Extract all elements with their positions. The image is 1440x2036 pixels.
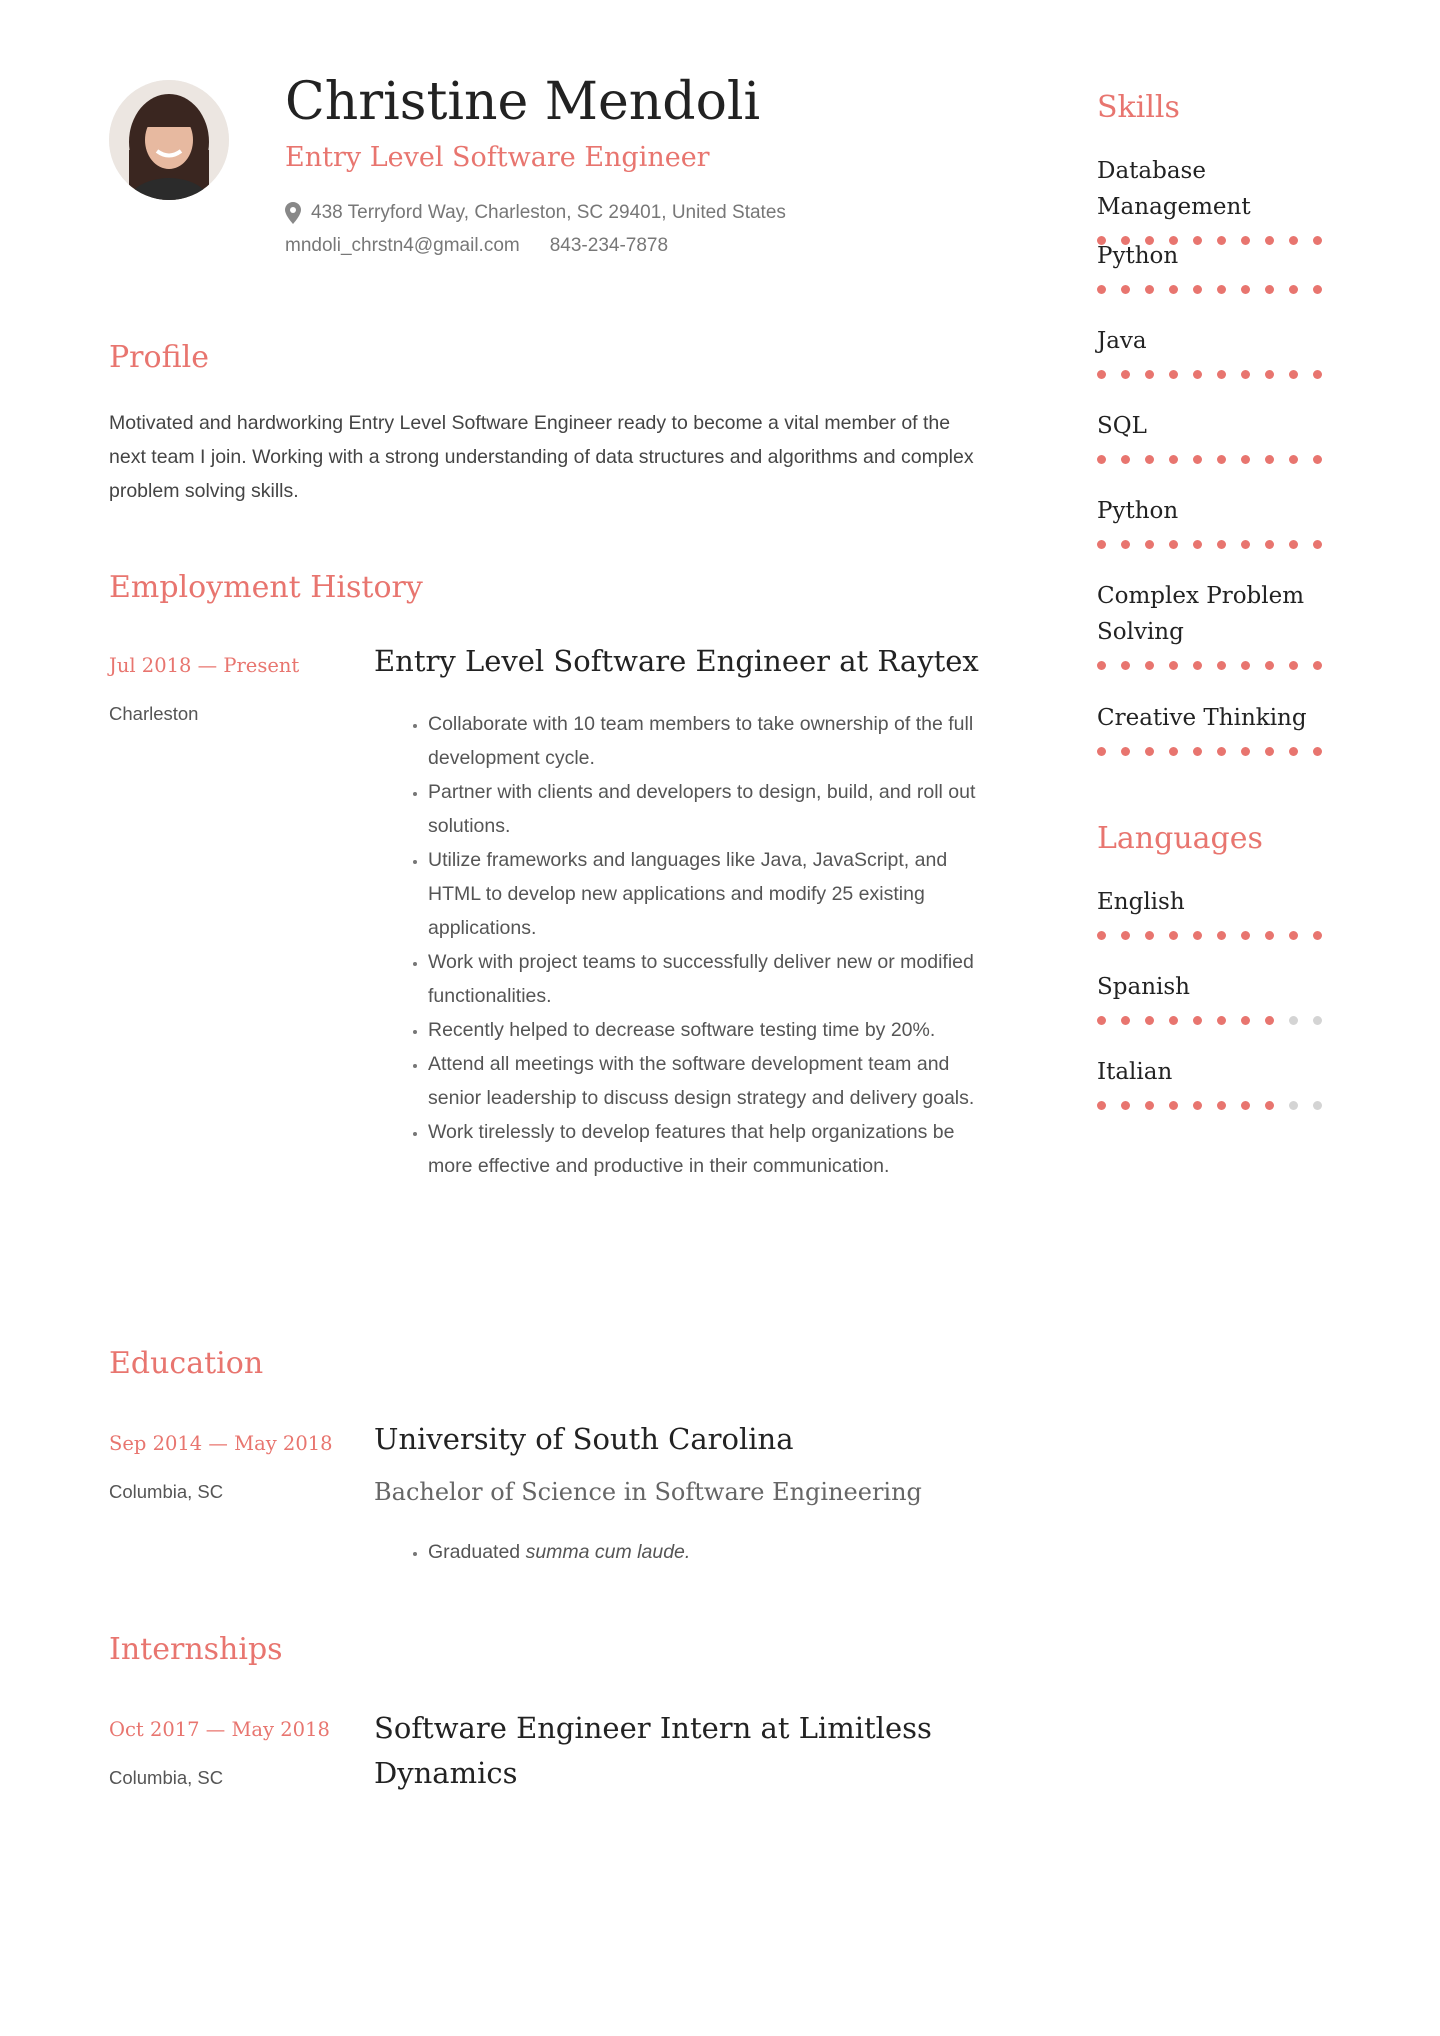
rating-dot-filled (1097, 1016, 1106, 1025)
rating-dot-empty (1289, 1016, 1298, 1025)
rating-dot-filled (1241, 931, 1250, 940)
rating-dot-filled (1217, 540, 1226, 549)
rating-dot-filled (1217, 370, 1226, 379)
rating-dot-filled (1097, 370, 1106, 379)
education-bullets (374, 1535, 986, 1569)
rating-dot-filled (1169, 455, 1178, 464)
rating-dot-filled (1169, 1101, 1178, 1110)
rating-dot-filled (1193, 1101, 1202, 1110)
rating-dots (1097, 931, 1357, 940)
internship-dates: Oct 2017 — May 2018 (109, 1718, 330, 1741)
job-title-entry: Entry Level Software Engineer at Raytex (374, 644, 979, 678)
rating-dot-filled (1241, 747, 1250, 756)
rating-dot-filled (1145, 747, 1154, 756)
rating-dot-filled (1169, 931, 1178, 940)
address-text: 438 Terryford Way, Charleston, SC 29401, United States (311, 202, 786, 223)
rating-dot-filled (1217, 455, 1226, 464)
rating-dot-filled (1265, 931, 1274, 940)
job-dates: Jul 2018 — Present (109, 654, 300, 677)
rating-dot-filled (1097, 285, 1106, 294)
rating-dot-filled (1121, 931, 1130, 940)
employment-heading: Employment History (109, 570, 423, 605)
rating-dot-filled (1097, 661, 1106, 670)
list-item: • Utilize frameworks and languages like Java, JavaScript, and HTML to develop new applications and modify 25 existing applications. (428, 843, 986, 945)
rating-dot-filled (1217, 285, 1226, 294)
skill-item (1097, 408, 1357, 464)
rating-dot-filled (1217, 1101, 1226, 1110)
rating-dot-filled (1313, 285, 1322, 294)
profile-heading: Profile (109, 340, 209, 375)
rating-dot-filled (1145, 931, 1154, 940)
list-item: • Work with project teams to successfully deliver new or modified functionalities. (428, 945, 986, 1013)
candidate-name: Christine Mendoli (285, 72, 761, 132)
rating-dot-filled (1145, 661, 1154, 670)
rating-dot-filled (1121, 370, 1130, 379)
profile-text: Motivated and hardworking Entry Level Software Engineer ready to become a vital member of the next team I join. Working with a strong understanding of data structures and algorithms and complex problem solving skills. (109, 412, 974, 502)
list-item: • Work tirelessly to develop features that help organizations be more effective and productive in their communication. (428, 1115, 986, 1183)
rating-dot-filled (1145, 455, 1154, 464)
rating-dot-filled (1121, 661, 1130, 670)
rating-dot-filled (1193, 285, 1202, 294)
rating-dot-filled (1313, 370, 1322, 379)
skill-name: Python (1097, 498, 1179, 524)
rating-dot-filled (1241, 661, 1250, 670)
rating-dot-filled (1313, 661, 1322, 670)
internships-heading: Internships (109, 1632, 283, 1667)
rating-dot-filled (1169, 747, 1178, 756)
rating-dot-filled (1193, 455, 1202, 464)
avatar-portrait-icon (109, 80, 229, 200)
rating-dot-filled (1193, 1016, 1202, 1025)
rating-dots (1097, 455, 1357, 464)
rating-dot-filled (1145, 1101, 1154, 1110)
skill-item (1097, 578, 1357, 670)
rating-dot-filled (1097, 1101, 1106, 1110)
rating-dot-filled (1193, 370, 1202, 379)
rating-dot-filled (1097, 747, 1106, 756)
rating-dot-filled (1241, 1016, 1250, 1025)
rating-dot-filled (1241, 540, 1250, 549)
email-text[interactable]: mndoli_chrstn4@gmail.com (285, 235, 520, 256)
rating-dots (1097, 1016, 1357, 1025)
degree-name: Bachelor of Science in Software Engineering (374, 1478, 922, 1506)
skills-heading: Skills (1097, 90, 1180, 125)
internship-title: Software Engineer Intern at Limitless Dynamics (374, 1711, 932, 1790)
education-heading: Education (109, 1346, 264, 1381)
rating-dot-filled (1121, 455, 1130, 464)
rating-dot-filled (1265, 747, 1274, 756)
rating-dot-filled (1097, 931, 1106, 940)
list-item: • Partner with clients and developers to design, build, and roll out solutions. (428, 775, 986, 843)
language-item (1097, 884, 1357, 940)
skill-name: Complex Problem Solving (1097, 583, 1305, 645)
rating-dot-filled (1313, 455, 1322, 464)
rating-dot-filled (1097, 455, 1106, 464)
skill-name: SQL (1097, 413, 1147, 439)
rating-dot-filled (1169, 1016, 1178, 1025)
rating-dots (1097, 747, 1357, 756)
language-item (1097, 1054, 1357, 1110)
skill-name: Java (1097, 328, 1147, 354)
rating-dots (1097, 285, 1357, 294)
phone-text[interactable]: 843-234-7878 (549, 235, 669, 256)
rating-dot-filled (1265, 1016, 1274, 1025)
rating-dot-filled (1145, 540, 1154, 549)
rating-dot-filled (1121, 1101, 1130, 1110)
rating-dot-filled (1241, 1101, 1250, 1110)
rating-dot-filled (1289, 540, 1298, 549)
skill-item (1097, 238, 1357, 294)
rating-dot-filled (1217, 747, 1226, 756)
languages-heading: Languages (1097, 821, 1263, 856)
contact-row (285, 235, 668, 257)
rating-dot-filled (1121, 540, 1130, 549)
map-pin-icon (285, 202, 301, 224)
language-item (1097, 969, 1357, 1025)
rating-dot-filled (1193, 747, 1202, 756)
language-name: English (1097, 889, 1185, 915)
rating-dot-filled (1241, 370, 1250, 379)
list-item: • Collaborate with 10 team members to take ownership of the full development cycle. (428, 707, 986, 775)
rating-dot-filled (1289, 661, 1298, 670)
internship-location: Columbia, SC (109, 1767, 224, 1788)
rating-dot-filled (1313, 540, 1322, 549)
rating-dot-empty (1313, 1016, 1322, 1025)
rating-dot-filled (1265, 540, 1274, 549)
rating-dot-filled (1193, 661, 1202, 670)
rating-dot-filled (1241, 285, 1250, 294)
rating-dot-filled (1217, 931, 1226, 940)
list-item: • Attend all meetings with the software development team and senior leadership to discuss design strategy and delivery goals. (428, 1047, 986, 1115)
rating-dot-filled (1121, 285, 1130, 294)
rating-dot-filled (1097, 540, 1106, 549)
list-item: • Recently helped to decrease software testing time by 20%. (428, 1013, 986, 1047)
rating-dot-filled (1289, 747, 1298, 756)
rating-dot-filled (1265, 370, 1274, 379)
rating-dot-filled (1289, 370, 1298, 379)
rating-dot-filled (1169, 370, 1178, 379)
honors-emphasis: summa cum laude. (525, 1541, 691, 1563)
skill-item (1097, 323, 1357, 379)
skill-name: Database Management (1097, 158, 1251, 220)
rating-dot-filled (1193, 540, 1202, 549)
rating-dot-filled (1121, 747, 1130, 756)
address-row (285, 202, 786, 224)
language-name: Italian (1097, 1059, 1173, 1085)
job-title: Entry Level Software Engineer (285, 142, 710, 173)
rating-dot-filled (1289, 455, 1298, 464)
rating-dot-filled (1265, 661, 1274, 670)
avatar (109, 80, 229, 200)
rating-dot-filled (1193, 931, 1202, 940)
rating-dot-filled (1265, 285, 1274, 294)
rating-dots (1097, 661, 1357, 670)
rating-dot-filled (1265, 455, 1274, 464)
skill-item (1097, 700, 1357, 756)
skill-item (1097, 493, 1357, 549)
rating-dot-filled (1145, 285, 1154, 294)
rating-dot-filled (1169, 285, 1178, 294)
skill-item (1097, 153, 1357, 245)
rating-dot-filled (1217, 661, 1226, 670)
rating-dot-filled (1145, 1016, 1154, 1025)
skill-name: Python (1097, 243, 1179, 269)
job-location: Charleston (109, 703, 199, 724)
school-name: University of South Carolina (374, 1422, 794, 1456)
rating-dot-filled (1169, 540, 1178, 549)
rating-dot-filled (1289, 285, 1298, 294)
rating-dots (1097, 540, 1357, 549)
rating-dot-empty (1313, 1101, 1322, 1110)
rating-dot-filled (1121, 1016, 1130, 1025)
rating-dot-filled (1265, 1101, 1274, 1110)
education-dates: Sep 2014 — May 2018 (109, 1432, 333, 1455)
rating-dot-filled (1289, 931, 1298, 940)
job-bullets (374, 707, 986, 1183)
rating-dots (1097, 1101, 1357, 1110)
rating-dots (1097, 370, 1357, 379)
rating-dot-filled (1217, 1016, 1226, 1025)
rating-dot-filled (1313, 747, 1322, 756)
rating-dot-filled (1145, 370, 1154, 379)
list-item (428, 1535, 986, 1569)
language-name: Spanish (1097, 974, 1190, 1000)
rating-dot-filled (1169, 661, 1178, 670)
honors-prefix: Graduated (428, 1541, 526, 1563)
rating-dot-filled (1313, 931, 1322, 940)
rating-dot-filled (1241, 455, 1250, 464)
skill-name: Creative Thinking (1097, 705, 1307, 731)
education-location: Columbia, SC (109, 1481, 224, 1502)
rating-dot-empty (1289, 1101, 1298, 1110)
